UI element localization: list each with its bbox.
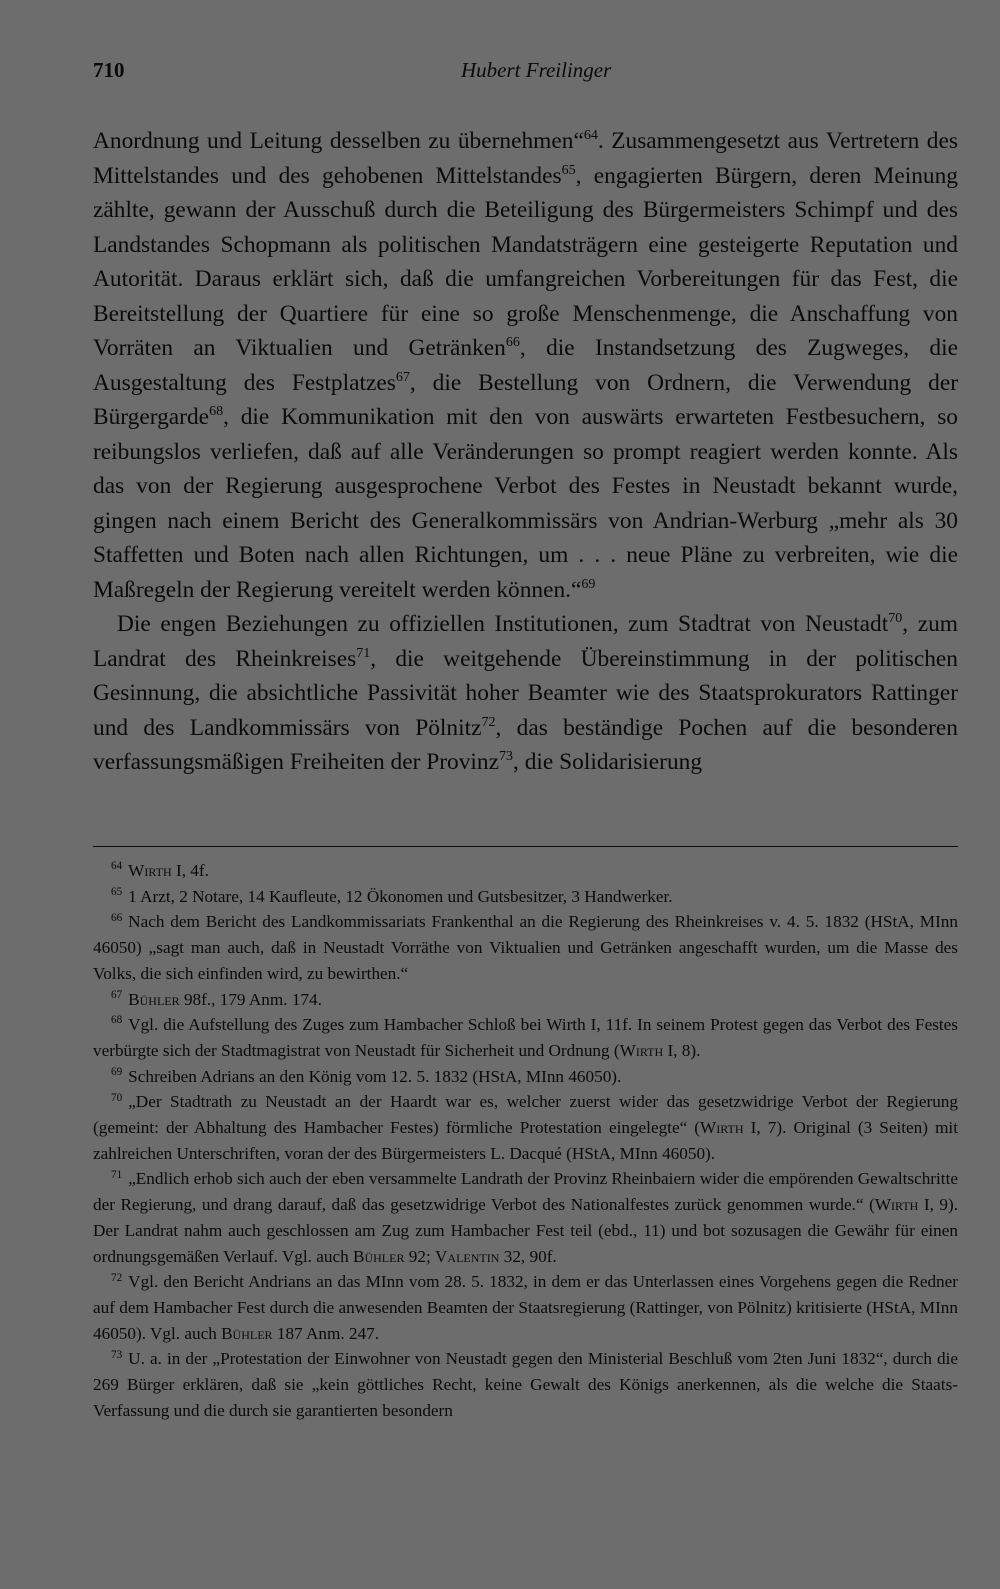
page-number: 710 <box>93 58 125 82</box>
footnote-72 <box>93 1269 958 1346</box>
footnote-70 <box>93 1089 958 1166</box>
paragraph <box>93 124 958 607</box>
text-run: Vgl. die Aufstellung des Zuges zum Hambacher Schloß bei Wirth I, 11f. In seinem Protest gegen das Verbot des Festes verbürgte sich der Stadtmagistrat von Neustadt für Sicherheit und Ordnung ( <box>93 1015 958 1060</box>
text-run: U. a. in der „Protestation der Einwohner von Neustadt gegen den Ministerial Beschluß vom 2ten Juni 1832“, durch die 269 Bürger erklären, daß sie „kein göttliches Recht, keine Gewalt des Königs anerkennen, als die welche die Staats-Verfassung und die durch sie garantierten besondern <box>93 1349 958 1420</box>
author-name: Wirth <box>700 1118 744 1138</box>
footnote-number: 72 <box>111 1271 123 1284</box>
text-run: 32, 90f. <box>499 1246 557 1266</box>
footnote-number: 71 <box>111 1168 123 1181</box>
footnote-number: 64 <box>111 860 123 873</box>
author-name: Bühler <box>352 1246 405 1266</box>
text-run: Die engen Beziehungen zu offiziellen Institutionen, zum Stadtrat von Neustadt <box>117 611 889 637</box>
footnote-66 <box>93 909 958 986</box>
running-head: Hubert Freilinger <box>461 58 612 82</box>
text-run: 187 Anm. 247. <box>272 1323 380 1343</box>
author-name: Bühler <box>221 1323 273 1343</box>
text-run: Anordnung und Leitung desselben zu übernehmen“ <box>93 128 584 154</box>
footnote-ref: 72 <box>481 713 496 730</box>
text-run: 98f., 179 Anm. 174. <box>179 989 322 1009</box>
footnote-ref: 73 <box>498 748 514 765</box>
text-run: „Endlich erhob sich auch der eben versammelte Landrath der Provinz Rheinbaiern wider die empörenden Gewaltschritte der Regierung, und drang darauf, daß das gesetzwidrige Verbot des Nationalfestes zurück genommen wurde.“ ( <box>93 1169 958 1215</box>
author-name: Valentin <box>435 1246 500 1266</box>
text-run: , zum Landrat des Rheinkreises <box>93 611 959 672</box>
text-run: , engagierten Bürgern, deren Meinung zählte, gewann der Ausschuß durch die Beteiligung des Bürgermeisters Schimpf und des Landstandes Schopmann als politischen Mandatsträgern eine gesteigerte Reputation und Autorität. Daraus erklärt sich, daß die umfangreichen Vorbereitungen für das Fest, die Bereitstellung der Quartiere für eine so große Menschenmenge, die Anschaffung von Vorräten an Viktualien und Getränken <box>93 162 959 361</box>
author-name: Wirth <box>874 1195 919 1215</box>
footnote-ref: 65 <box>561 161 576 178</box>
paragraph <box>93 607 958 780</box>
text-run: , das beständige Pochen auf die besonderen verfassungsmäßigen Freiheiten der Provinz <box>93 714 958 775</box>
page-header <box>93 58 958 92</box>
text-run: , die Solidarisierung <box>513 749 703 775</box>
footnote-number: 67 <box>111 988 123 1001</box>
footnote-65 <box>93 884 958 910</box>
footnote-ref: 70 <box>888 610 903 627</box>
footnote-ref: 71 <box>356 644 371 661</box>
footnote-ref: 68 <box>209 403 224 420</box>
text-run: 1 Arzt, 2 Notare, 14 Kaufleute, 12 Ökonomen und Gutsbesitzer, 3 Handwerker. <box>128 886 673 906</box>
text-run: , die Kommunikation mit den von auswärts erwarteten Festbesuchern, so reibungslos verliefen, daß auf alle Veränderungen so prompt reagiert werden konnte. Als das von der Regierung ausgesprochene Verbot des Festes in Neustadt bekannt wurde, gingen nach einem Bericht des Generalkommissärs von Andrian-Werburg „mehr als 30 Staffetten und Boten nach allen Richtungen, um . . . neue Pläne zu verbreiten, wie die Maßregeln der Regierung vereitelt werden können.“ <box>93 404 958 603</box>
text-run: , die Bestellung von Ordnern, die Verwendung der Bürgergarde <box>93 369 958 430</box>
footnote-number: 73 <box>111 1348 123 1361</box>
text-run: 92; <box>404 1246 436 1266</box>
footnote-number: 68 <box>111 1014 123 1027</box>
footnote-number: 69 <box>111 1065 123 1078</box>
text-run: , die weitgehende Übereinstimmung in der politischen Gesinnung, die absichtliche Passivität hoher Beamter wie des Staatsprokurators Rattinger und des Landkommissärs von Pölnitz <box>93 645 958 741</box>
text-run: , die Instandsetzung des Zugweges, die Ausgestaltung des Festplatzes <box>93 335 958 396</box>
footnote-ref: 67 <box>395 368 410 385</box>
footnote-ref: 64 <box>583 127 598 144</box>
footnotes <box>93 858 958 1423</box>
footnote-71 <box>93 1166 958 1269</box>
text-run: Vgl. den Bericht Andrians an das MInn vom 28. 5. 1832, in dem er das Unterlassen eines Vorgehens gegen die Redner auf dem Hambacher Fest durch die anwesenden Beamten der Staatsregierung (Rattinger, von Pölnitz) kritisierte (HStA, MInn 46050). Vgl. auch <box>93 1272 958 1343</box>
footnote-ref: 69 <box>581 575 596 592</box>
author-name: Wirth <box>619 1040 664 1060</box>
footnote-69 <box>93 1064 958 1090</box>
footnote-number: 65 <box>111 885 123 898</box>
footnote-73 <box>93 1346 958 1423</box>
text-run: Nach dem Bericht des Landkommissariats Frankenthal an die Regierung des Rheinkreises v. 4. 5. 1832 (HStA, MInn 46050) „sagt man auch, daß in Neustadt Vorräthe von Viktualien und Getränken angeschafft wurden, um die Masse des Volks, die sich einfinden wird, zu bewirthen.“ <box>93 912 958 983</box>
footnote-ref: 66 <box>505 334 520 351</box>
text-run: I, 9). Der Landrat nahm auch geschlossen am Zug zum Hambacher Fest teil (ebd., 11) und bot sozusagen die Gewähr für einen ordnungsgemäßen Verlauf. Vgl. auch <box>93 1195 958 1266</box>
footnote-67 <box>93 987 958 1013</box>
main-text <box>93 124 958 780</box>
text-run: „Der Stadtrath zu Neustadt an der Haardt war es, welcher zuerst wider das gesetzwidrige Verbot der Regierung (gemeint: der Abhaltung des Hambacher Festes) förmliche Protestation eingelegte“ ( <box>93 1092 958 1138</box>
footnote-number: 70 <box>111 1091 123 1104</box>
text-run: I, 4f. <box>171 861 209 880</box>
text-run: Schreiben Adrians an den König vom 12. 5. 1832 (HStA, MInn 46050). <box>128 1066 622 1086</box>
author-name: Wirth <box>128 861 172 880</box>
footnote-64 <box>93 858 958 884</box>
text-run: I, 7). Original (3 Seiten) mit zahlreichen Unterschriften, voran der des Bürgermeisters L. Dacqué (HStA, MInn 46050). <box>93 1118 958 1163</box>
text-run: I, 8). <box>663 1040 701 1060</box>
text-run: . Zusammengesetzt aus Vertretern des Mittelstandes und des gehobenen Mittelstandes <box>93 128 958 189</box>
footnote-68 <box>93 1012 958 1063</box>
author-name: Bühler <box>128 989 180 1009</box>
footnote-divider <box>93 846 958 847</box>
footnote-number: 66 <box>111 911 123 924</box>
